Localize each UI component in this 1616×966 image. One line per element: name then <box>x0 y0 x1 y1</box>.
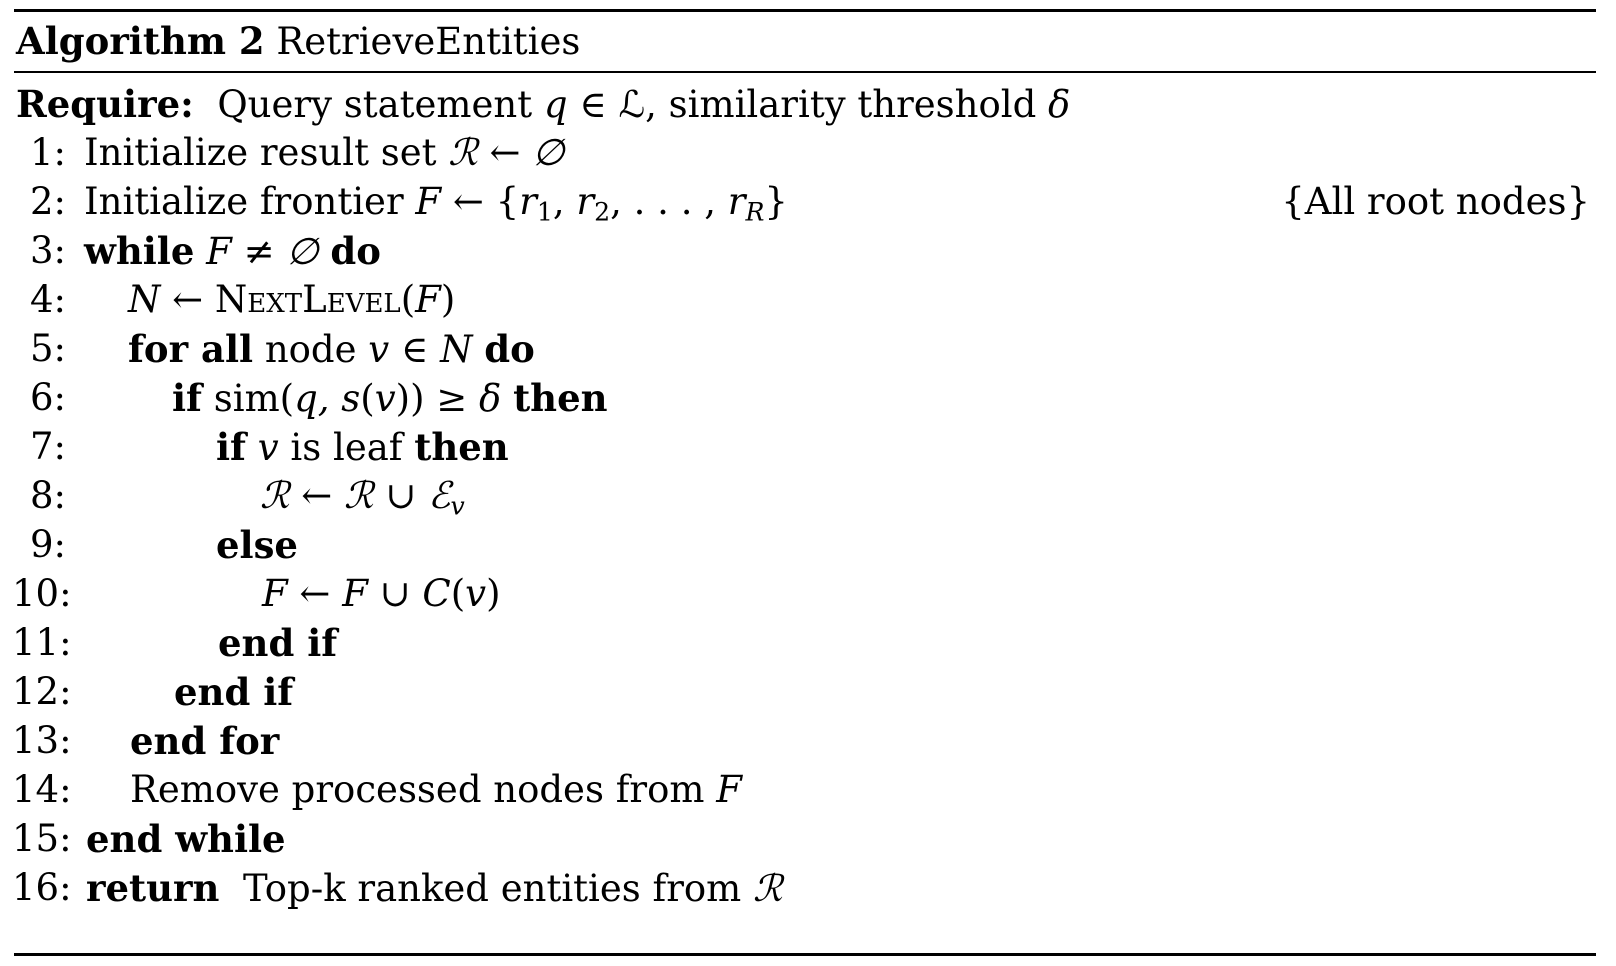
line-number: 2: <box>29 180 66 223</box>
line-8 <box>260 472 465 520</box>
line-13 <box>130 717 279 765</box>
set-open: { <box>495 180 520 223</box>
keyword-then: then <box>513 376 608 420</box>
line-number: 15: <box>12 817 72 860</box>
line-number: 5: <box>29 327 66 370</box>
keyword-end-for: end for <box>130 719 280 763</box>
var-r: r <box>576 180 595 223</box>
line-number: 10: <box>12 572 72 615</box>
var-f: F <box>415 180 442 223</box>
var-n: N <box>128 278 161 321</box>
paren-close: ) <box>440 278 456 321</box>
algorithm-label: Algorithm 2 <box>16 19 265 63</box>
var-v: v <box>257 426 279 469</box>
arrow-symbol: ← <box>172 278 204 321</box>
line-number: 7: <box>29 425 66 468</box>
keyword-else: else <box>216 523 298 567</box>
algorithm-title <box>16 15 580 68</box>
ellipsis: , . . . , <box>610 180 716 223</box>
var-f: F <box>415 278 441 321</box>
keyword-do: do <box>484 327 535 371</box>
line-16-text: Top-k ranked entities from <box>242 867 742 910</box>
require-line <box>16 80 1070 128</box>
keyword-return: return <box>86 866 220 910</box>
subscript-2: 2 <box>594 197 611 227</box>
in-symbol: ∈ <box>579 83 607 126</box>
line-number: 14: <box>12 768 72 811</box>
line-10-math: F ← F ∪ C <box>262 572 451 615</box>
line-5-condition: v ∈ N <box>368 328 473 371</box>
line-number: 11: <box>12 621 72 664</box>
keyword-then: then <box>414 425 509 469</box>
paren-open: ( <box>450 572 466 615</box>
keyword-if: if <box>216 425 246 469</box>
subscript-1: 1 <box>536 197 553 227</box>
line-15 <box>86 815 286 863</box>
require-keyword: Require: <box>16 82 194 126</box>
language-symbol: ℒ <box>618 83 646 126</box>
line-14 <box>130 766 742 814</box>
line-number: 9: <box>29 523 66 566</box>
arrow-symbol: ← <box>452 180 484 223</box>
line-5 <box>128 325 535 373</box>
var-r: r <box>519 180 537 223</box>
line-14-text: Remove processed nodes from <box>130 768 705 811</box>
var-r-script: ℛ <box>753 867 783 910</box>
keyword-end-if: end if <box>218 621 338 665</box>
line-2: Initialize frontier F ← {$r_1$, $r_2$, . . . , $r_R$} <box>84 180 788 227</box>
line-12 <box>174 668 293 716</box>
top-rule <box>14 9 1596 12</box>
line-2-text: Initialize frontier <box>84 180 404 223</box>
var-v: v <box>374 377 396 420</box>
line-number: 6: <box>29 376 66 419</box>
keyword-end-while: end while <box>86 817 286 861</box>
bottom-rule <box>14 953 1596 956</box>
line-2-comment: {All root nodes} <box>1281 180 1590 223</box>
algorithm-name: RetrieveEntities <box>276 20 581 63</box>
paren-close: ) <box>486 572 501 615</box>
sim-args: q, s <box>294 377 361 420</box>
keyword-end-if: end if <box>174 670 294 714</box>
function-sim: sim <box>213 377 280 420</box>
subscript-v: v <box>450 491 465 521</box>
line-10 <box>262 570 501 618</box>
line-8-math: ℛ ← ℛ ∪ ℰ <box>260 474 451 517</box>
line-number: 13: <box>12 719 72 762</box>
require-text-2: , similarity threshold <box>645 83 1037 126</box>
paren-open: ( <box>279 377 295 420</box>
line-1 <box>84 129 565 177</box>
line-number: 1: <box>29 131 66 174</box>
paren-open: ( <box>360 377 375 420</box>
line-3-condition: F ≠ ∅ <box>206 230 319 273</box>
line-6 <box>172 374 608 422</box>
keyword-for-all: for all <box>128 327 254 371</box>
line-number: 3: <box>29 229 66 272</box>
var-q: q <box>543 83 568 126</box>
line-3 <box>84 227 381 275</box>
set-close: } <box>764 180 788 223</box>
line-number: 12: <box>12 670 72 713</box>
line-1-math: ℛ ← ∅ <box>448 131 565 174</box>
line-5-text: node <box>264 328 357 371</box>
line-number: 4: <box>29 278 66 321</box>
keyword-if: if <box>172 376 202 420</box>
line-number: 16: <box>12 866 72 909</box>
var-f: F <box>716 768 742 811</box>
delta-symbol: δ <box>479 377 502 420</box>
require-text: Query statement <box>217 83 533 126</box>
subscript-r: R <box>745 197 765 227</box>
line-4 <box>128 276 455 324</box>
line-16 <box>86 864 783 912</box>
header-rule <box>14 71 1596 73</box>
paren-open: ( <box>400 278 416 321</box>
delta-symbol: δ <box>1048 83 1071 126</box>
line-number: 8: <box>29 474 66 517</box>
line-9 <box>216 521 298 569</box>
line-11 <box>218 619 337 667</box>
keyword-while: while <box>84 229 195 273</box>
paren-close-geq: )) ≥ <box>395 377 468 420</box>
keyword-do: do <box>330 229 381 273</box>
line-7-text: is leaf <box>290 426 403 469</box>
line-7 <box>216 423 509 471</box>
var-v: v <box>465 572 487 615</box>
var-r: r <box>727 180 746 223</box>
function-nextlevel: NextLevel <box>214 278 401 321</box>
line-1-text: Initialize result set <box>84 131 437 174</box>
